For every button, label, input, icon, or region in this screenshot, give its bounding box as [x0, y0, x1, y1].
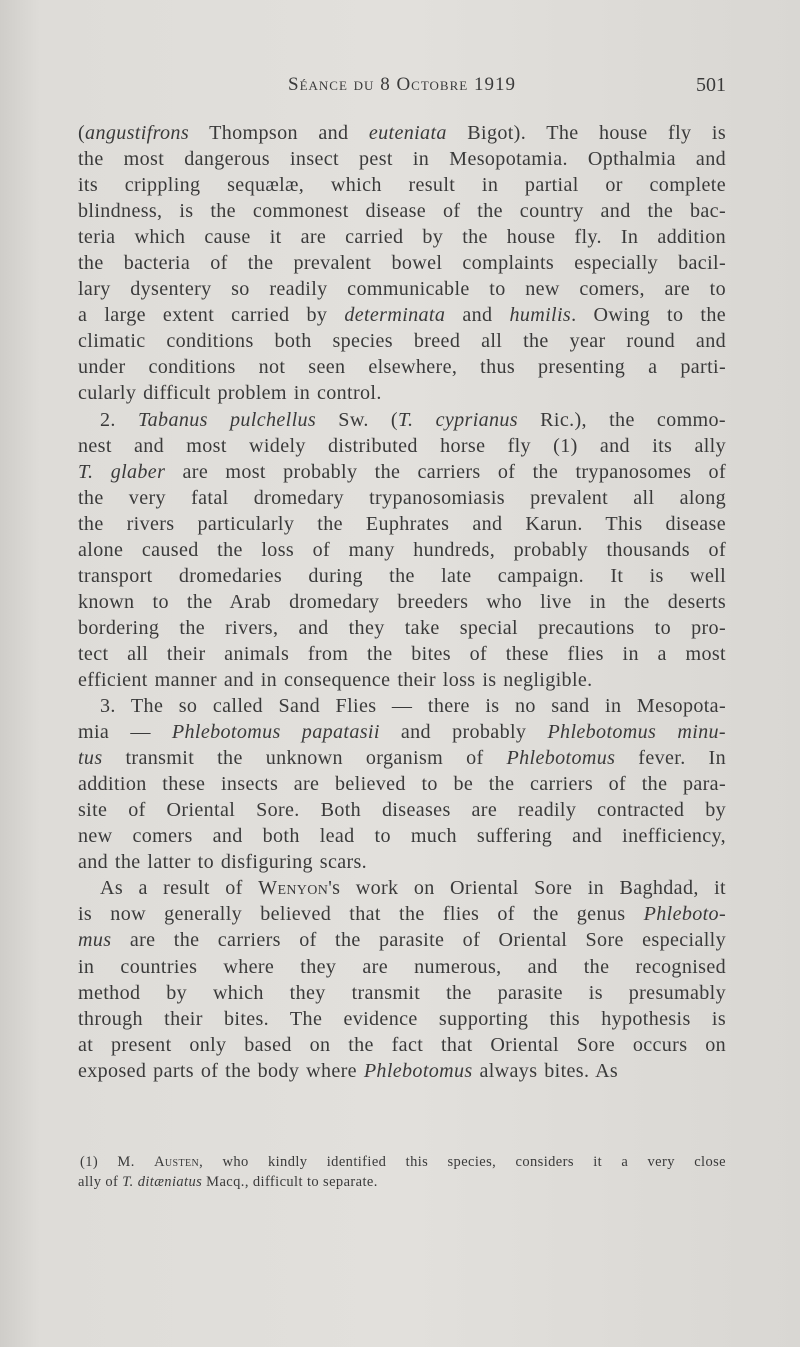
text-line: a large extent carried by determinata and humilis. Owing to the [78, 304, 727, 327]
text-line: through their bites. The evidence supporting this hypothesis is [78, 1007, 726, 1030]
footnote-line: ally of T. ditæniatus Macq., difficult to separate. [78, 1173, 378, 1190]
text-line: tus transmit the unknown organism of Phlebotomus fever. In [78, 747, 726, 770]
text-line: known to the Arab dromedary breeders who live in the deserts [78, 590, 726, 613]
text-line: its crippling sequælæ, which result in partial or complete [78, 174, 726, 197]
running-head: Séance du 8 Octobre 1919 [288, 74, 516, 95]
italic-term: Phlebotomus [506, 747, 616, 770]
text-line: (angustifrons Thompson and euteniata Bigot). The house fly is [78, 122, 726, 144]
text-line: under conditions not seen elsewhere, thus presenting a parti- [78, 356, 726, 379]
footnote-line: (1) M. Austen, who kindly identified this species, considers it a very close [80, 1154, 726, 1170]
text-line: is now generally believed that the flies of the genus Phleboto- [78, 903, 726, 926]
paragraph [78, 693, 726, 875]
italic-term: Phlebotomus [363, 1059, 473, 1082]
author-name: Austen [154, 1154, 200, 1170]
text-line: at present only based on the fact that Oriental Sore occurs on [78, 1033, 726, 1056]
text-line: the most dangerous insect pest in Mesopotamia. Opthalmia and [78, 148, 726, 171]
text-line: new comers and both lead to much suffering and inefficiency, [78, 825, 726, 848]
italic-term: T. glaber [78, 460, 166, 483]
text-line: the very fatal dromedary trypanosomiasis prevalent all along [78, 486, 726, 509]
text-line: nest and most widely distributed horse fly (1) and its ally [78, 434, 726, 457]
text-line: exposed parts of the body where Phlebotomus always bites. As [78, 1059, 619, 1082]
paragraph [78, 875, 726, 1083]
italic-term: T. ditæniatus [122, 1173, 203, 1190]
italic-term: determinata [344, 304, 446, 327]
italic-term: euteniata [368, 122, 447, 144]
text-line: in countries where they are numerous, and the recognised [78, 955, 726, 978]
text-line: As a result of Wenyon's work on Oriental Sore in Baghdad, it [100, 877, 726, 900]
text-line: mia — Phlebotomus papatasii and probably Phlebotomus minu- [78, 721, 726, 744]
text-line: the rivers particularly the Euphrates and Karun. This disease [78, 512, 726, 535]
text-line: site of Oriental Sore. Both diseases are readily contracted by [78, 799, 726, 822]
text-line: blindness, is the commonest disease of the country and the bac- [78, 200, 726, 223]
author-name: Wenyon [258, 877, 329, 900]
text-line: tect all their animals from the bites of these flies in a most [78, 642, 726, 665]
text-line: cularly difficult problem in control. [78, 382, 382, 405]
text-line: climatic conditions both species breed all the year round and [78, 330, 726, 353]
text-line: 2. Tabanus pulchellus Sw. (T. cyprianus Ric.), the commo- [100, 408, 726, 431]
text-line: teria which cause it are carried by the house fly. In addition [78, 226, 726, 249]
text-line: and the latter to disfiguring scars. [78, 851, 368, 874]
page-header [78, 74, 726, 104]
italic-term: tus [78, 747, 103, 770]
text-line: bordering the rivers, and they take special precautions to pro- [78, 616, 726, 639]
page-number: 501 [696, 74, 726, 96]
italic-term: Tabanus pulchellus [137, 408, 317, 431]
text-line: lary dysentery so readily communicable to new comers, are to [78, 278, 726, 301]
text-line: method by which they transmit the parasite is presumably [78, 981, 726, 1004]
italic-term: T. cyprianus [397, 408, 518, 431]
footnote [78, 1153, 726, 1192]
text-line: alone caused the loss of many hundreds, probably thousands of [78, 538, 726, 561]
italic-term: Phleboto- [643, 903, 726, 926]
paragraph [78, 120, 726, 407]
text-line: transport dromedaries during the late campaign. It is well [78, 564, 726, 587]
text-line: addition these insects are believed to be the carriers of the para- [78, 773, 726, 796]
text-line: the bacteria of the prevalent bowel complaints especially bacil- [78, 252, 726, 275]
text-line: efficient manner and in consequence their loss is negligible. [78, 668, 593, 691]
italic-term: angustifrons [85, 122, 189, 144]
paragraph [78, 407, 726, 694]
italic-term: humilis [509, 304, 572, 327]
text-line: T. glaber are most probably the carriers of the trypanosomes of [78, 460, 726, 483]
italic-term: Phlebotomus minu- [547, 721, 726, 744]
text-line: mus are the carriers of the parasite of Oriental Sore especially [78, 929, 726, 952]
text-line: 3. The so called Sand Flies — there is no sand in Mesopota- [100, 695, 726, 718]
italic-term: Phlebotomus papatasii [171, 721, 380, 744]
body-text [78, 120, 726, 1084]
italic-term: mus [78, 929, 112, 952]
